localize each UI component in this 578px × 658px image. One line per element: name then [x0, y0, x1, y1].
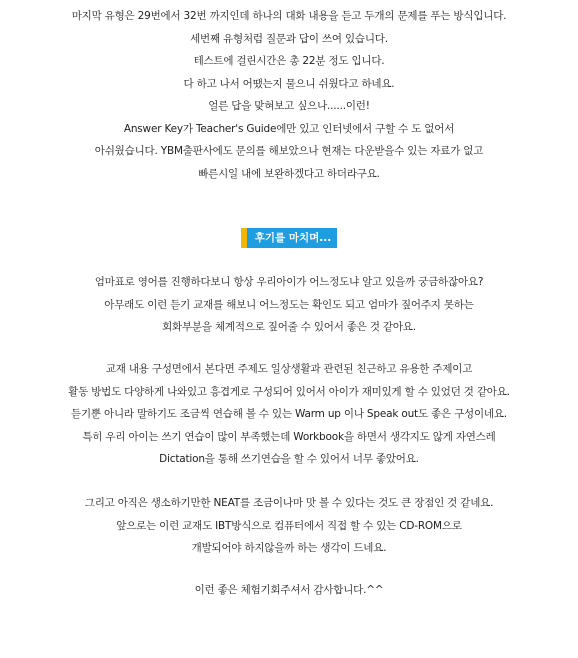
review-line: 엄마표로 영어를 진행하다보니 항상 우리아이가 어느정도냐 알고 있을까 궁금하잖아요?: [94, 276, 484, 288]
review-line: 교재 내용 구성면에서 본다면 주제도 일상생활과 관련된 친근하고 유용한 주제이고: [105, 363, 473, 375]
review-paragraph-3: [0, 492, 578, 560]
review-line: 듣기뿐 아니라 말하기도 조금씩 연습해 볼 수 있는 Warm up 이나 Speak out도 좋은 구성이네요.: [71, 408, 507, 420]
review-paragraph-2: [0, 358, 578, 471]
review-line: Dictation을 통해 쓰기연습을 할 수 있어서 너무 좋았어요.: [159, 453, 419, 465]
section-heading-label: 후기를 마치며...: [254, 232, 332, 244]
review-line: 활동 방법도 다양하게 나와있고 흥겹게로 구성되어 있어서 아이가 재미있게 할 수 있었던 것 같아요.: [68, 385, 510, 398]
review-line: 그리고 아직은 생소하기만한 NEAT를 조금이나마 맛 볼 수 있다는 것도 큰 장점인 것 같네요.: [84, 497, 494, 509]
closing-line: 이런 좋은 체험기회주셔서 감사합니다.^^: [194, 584, 384, 596]
section-heading-box: [241, 228, 337, 248]
review-line: 특히 우리 아이는 쓰기 연습이 많이 부족했는데 Workbook을 하면서 생각지도 않게 자연스레: [82, 430, 496, 443]
intro-line: 다 하고 나서 어땠는지 물으니 쉬웠다고 하네요.: [183, 77, 395, 90]
section-heading: [0, 226, 578, 246]
heading-accent-bar: [241, 228, 247, 248]
review-paragraph-1: [0, 271, 578, 339]
intro-line: 빠른시일 내에 보완하겠다고 하더라구요.: [198, 167, 380, 180]
closing-paragraph: [0, 579, 578, 602]
review-line: 앞으로는 이런 교재도 IBT방식으로 컴퓨터에서 직접 할 수 있는 CD-ROM으로: [116, 519, 462, 532]
review-line: 아무래도 이런 듣기 교재를 해보니 어느정도는 확인도 되고 엄마가 짚어주지 못하는: [104, 298, 474, 311]
intro-line: 아쉬웠습니다. YBM출판사에도 문의를 해보았으나 현재는 다운받을수 있는 자료가 없고: [94, 145, 484, 157]
review-line: 회화부분을 체계적으로 짚어줄 수 있어서 좋은 것 같아요.: [162, 321, 416, 333]
intro-line: 마지막 유형은 29번에서 32번 까지인데 하나의 대화 내용을 듣고 두개의 문제를 푸는 방식입니다.: [71, 10, 507, 22]
intro-line: 세번째 유형처럼 질문과 답이 쓰여 있습니다.: [190, 32, 388, 45]
review-line: 개발되어야 하지않을까 하는 생각이 드네요.: [191, 542, 387, 554]
intro-line: Answer Key가 Teacher's Guide에만 있고 인터넷에서 구할 수 도 없어서: [123, 122, 455, 135]
intro-line: 얼른 답을 맞혀보고 싶으나......이런!: [208, 100, 370, 112]
intro-paragraph: [0, 5, 578, 185]
intro-line: 테스트에 걸린시간은 총 22분 정도 입니다.: [193, 55, 385, 67]
